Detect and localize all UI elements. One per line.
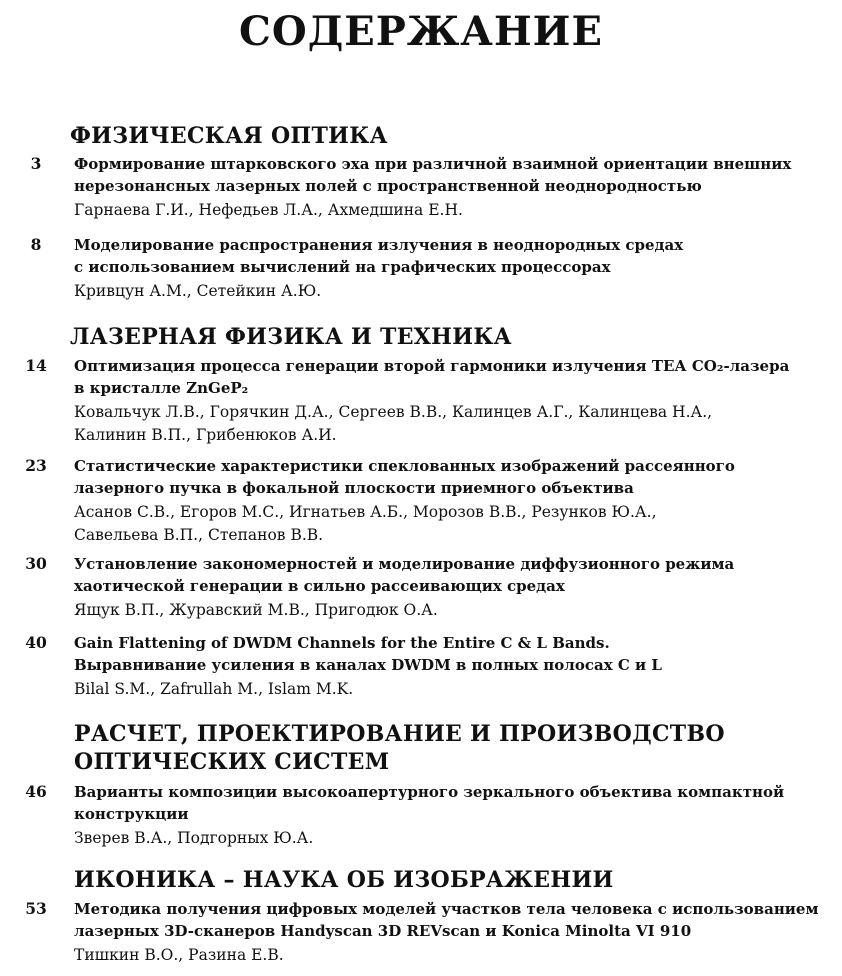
entry-title: Моделирование распространения излучения в неоднородных средах с использованием вычислений на графических процессорах	[74, 236, 684, 276]
page-title: СОДЕРЖАНИЕ	[239, 8, 603, 55]
toc-entry[interactable]	[20, 355, 820, 447]
entry-title: Gain Flattening of DWDM Channels for the Entire C & L Bands. Выравнивание усиления в каналах DWDM в полных полосах C и L	[74, 634, 662, 674]
page-number: 46	[25, 782, 47, 801]
entry-title: Установление закономерностей и моделирование диффузионного режима хаотической генерации в сильно рассеивающих средах	[74, 555, 735, 595]
toc-entry[interactable]	[20, 455, 820, 547]
page-number: 23	[25, 456, 47, 475]
section-heading: РАСЧЕТ, ПРОЕКТИРОВАНИЕ И ПРОИЗВОДСТВО ОПТИЧЕСКИХ СИСТЕМ	[74, 721, 725, 775]
toc-entry[interactable]	[20, 153, 820, 222]
section-heading: ФИЗИЧЕСКАЯ ОПТИКА	[70, 123, 388, 149]
toc-entry[interactable]	[20, 632, 820, 701]
entry-authors: Ящук В.П., Журавский М.В., Пригодюк О.А.	[74, 601, 438, 619]
entry-authors: Тишкин В.О., Разина Е.В.	[74, 946, 284, 964]
page-number: 14	[25, 356, 47, 375]
toc-entry[interactable]	[20, 898, 820, 967]
entry-authors: Гарнаева Г.И., Нефедьев Л.А., Ахмедшина Е.Н.	[74, 201, 463, 219]
entry-title: Методика получения цифровых моделей участков тела человека с использованием лазерных 3D-сканеров Handyscan 3D REVscan и Konica Minolta VI 910	[74, 900, 819, 940]
page-number: 3	[30, 154, 42, 173]
entry-title: Формирование штарковского эха при различной взаимной ориентации внешних нерезонансных лазерных полей с пространственной неоднородностью	[74, 155, 792, 195]
toc-entry[interactable]	[20, 781, 820, 850]
entry-authors: Ковальчук Л.В., Горячкин Д.А., Сергеев В.В., Калинцев А.Г., Калинцева Н.А., Калинин В.П., Грибенюков А.И.	[74, 403, 713, 444]
entry-authors: Асанов С.В., Егоров М.С., Игнатьев А.Б., Морозов В.В., Резунков Ю.А., Савельева В.П., Степанов В.В.	[74, 503, 657, 544]
section-heading: ЛАЗЕРНАЯ ФИЗИКА И ТЕХНИКА	[70, 324, 512, 350]
page-number: 8	[30, 235, 42, 254]
entry-authors: Кривцун А.М., Сетейкин А.Ю.	[74, 282, 322, 300]
page-number: 40	[25, 633, 47, 652]
entry-authors: Зверев В.А., Подгорных Ю.А.	[74, 829, 314, 847]
entry-title: Оптимизация процесса генерации второй гармоники излучения ТЕА CO₂-лазера в кристалле ZnGeP₂	[74, 357, 790, 397]
toc-entry[interactable]	[20, 553, 820, 622]
entry-authors: Bilal S.M., Zafrullah M., Islam M.K.	[74, 680, 354, 698]
entry-title: Варианты композиции высокоапертурного зеркального объектива компактной конструкции	[74, 783, 785, 823]
section-heading: ИКОНИКА – НАУКА ОБ ИЗОБРАЖЕНИИ	[74, 867, 614, 893]
page-number: 53	[25, 899, 47, 918]
toc-entry[interactable]	[20, 234, 820, 303]
entry-title: Статистические характеристики спеклованных изображений рассеянного лазерного пучка в фокальной плоскости приемного объектива	[74, 457, 735, 497]
page-number: 30	[25, 554, 47, 573]
